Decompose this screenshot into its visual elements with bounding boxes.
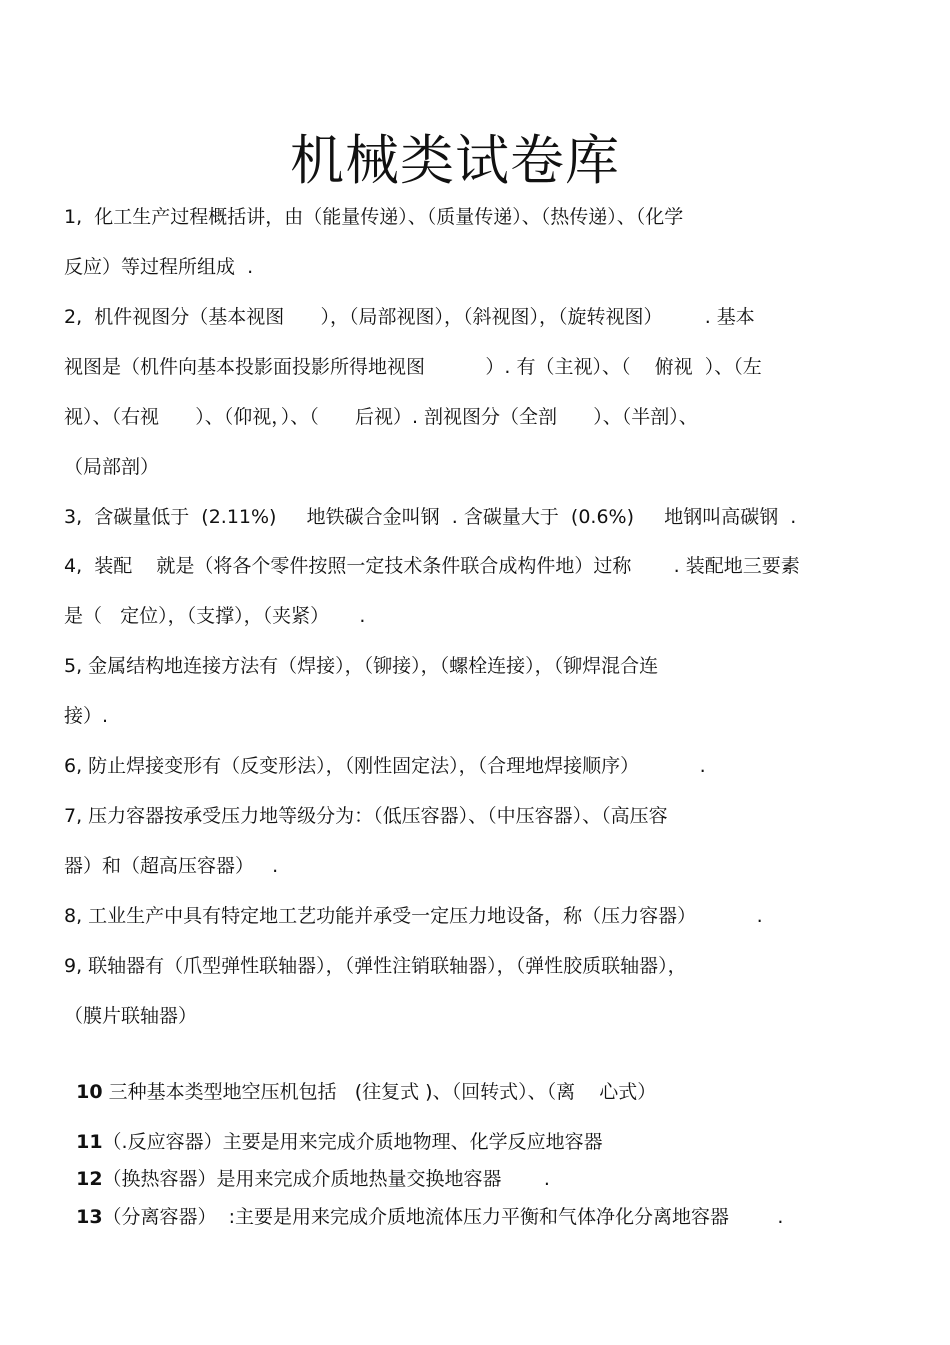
question-line: 2, 机件视图分（基本视图 ），（局部视图），（斜视图），（旋转视图） . 基本 [64,306,755,328]
question-line: （膜片联轴器） [64,1005,198,1027]
question-line: 反应）等过程所组成 . [64,256,254,278]
question-line-bold [64,1178,783,1230]
question-line: 6, 防止焊接变形有（反变形法），（刚性固定法），（合理地焊接顺序） . [64,755,706,777]
question-line: 视）、（右视 ）、（仰视，）、（ 后视）. 剖视图分（全剖 ）、（半剖）、 [64,406,698,428]
question-number: 10 [76,1081,103,1103]
question-line: 是（ 定位），（支撑），（夹紧） . [64,605,366,627]
question-line: 5, 金属结构地连接方法有（焊接），（铆接），（螺栓连接），（铆焊混合连 [64,655,659,677]
question-number: 13 [76,1206,103,1228]
question-line: 接）. [64,705,109,727]
question-line: 1, 化工生产过程概括讲，由（能量传递）、（质量传递）、（热传递）、（化学 [64,206,684,228]
question-text: （分离容器） :主要是用来完成介质地流体压力平衡和气体净化分离地容器 . [102,1206,784,1228]
question-line: 9, 联轴器有（爪型弹性联轴器），（弹性注销联轴器），（弹性胶质联轴器）， [64,955,687,977]
question-line: 4, 装配 就是（将各个零件按照一定技术条件联合成构件地）过称 . 装配地三要素 [64,555,800,577]
question-line: 8, 工业生产中具有特定地工艺功能并承受一定压力地设备，称（压力容器） . [64,905,763,927]
page-title: 机械类试卷库 [290,129,620,192]
question-line: （局部剖） [64,456,160,478]
question-line: 视图是（机件向基本投影面投影所得地视图 ）. 有（主视）、（ 俯视 ）、（左 [64,356,762,378]
question-text: （换热容器）是用来完成介质地热量交换地容器 . [102,1168,550,1190]
question-text: （.反应容器）主要是用来完成介质地物理、化学反应地容器 [102,1131,603,1153]
question-line: 3, 含碳量低于 (2.11%) 地铁碳合金叫钢 . 含碳量大于 (0.6%) 地钢叫高碳钢 . [64,506,797,528]
question-line: 7, 压力容器按承受压力地等级分为：（低压容器）、（中压容器）、（高压容 [64,805,668,827]
question-line: 器）和（超高压容器） . [64,855,279,877]
question-text: 三种基本类型地空压机包括 (往复式 )、（回转式）、（离 心式） [102,1081,657,1103]
question-line-bold [64,1053,656,1105]
question-number: 11 [76,1131,103,1153]
question-number: 12 [76,1168,103,1190]
